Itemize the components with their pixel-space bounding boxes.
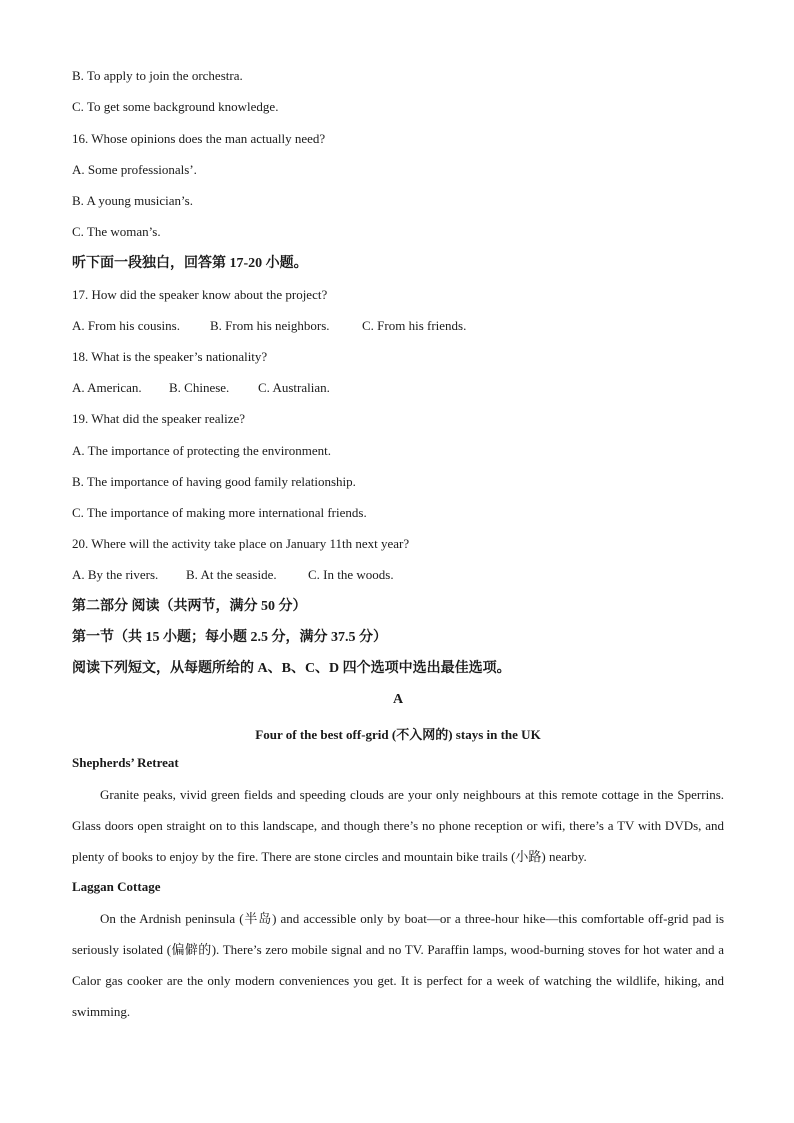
- q18-options: [72, 380, 330, 396]
- q16-option-a: A. Some professionals’.: [72, 162, 197, 177]
- q16-option-c: C. The woman’s.: [72, 224, 161, 239]
- stay1-paragraph: Granite peaks, vivid green fields and speeding clouds are your only neighbours at this remote cottage in the Sperrins. Glass doors open straight on to this landscape, and though there’s no phone reception or wifi, there’s a TV with DVDs, and plenty of books to enjoy by the fire. There are stone circles and mountain bike trails (小路) nearby.: [72, 787, 724, 864]
- passage-letter: A: [392, 692, 404, 707]
- q20-option-b: B. At the seaside.: [186, 567, 277, 582]
- q20-option-c: C. In the woods.: [308, 567, 394, 582]
- reading-instruction: 阅读下列短文，从每题所给的 A、B、C、D 四个选项中选出最佳选项。: [72, 661, 511, 676]
- stay2-title: Laggan Cottage: [72, 879, 161, 894]
- q17-option-a: A. From his cousins.: [72, 318, 180, 333]
- q18-option-b: B. Chinese.: [169, 380, 230, 395]
- q18-question: 18. What is the speaker’s nationality?: [72, 349, 268, 364]
- section-one-heading: 第一节（共 15 小题；每小题 2.5 分，满分 37.5 分）: [72, 630, 387, 645]
- q17-question: 17. How did the speaker know about the project?: [72, 287, 328, 302]
- q19-question: 19. What did the speaker realize?: [72, 411, 246, 426]
- q15-option-c: C. To get some background knowledge.: [72, 99, 279, 114]
- part-two-heading: 第二部分 阅读（共两节，满分 50 分）: [72, 599, 307, 614]
- q18-option-a: A. American.: [72, 380, 142, 395]
- q15-option-b: B. To apply to join the orchestra.: [72, 68, 243, 83]
- q19-option-b: B. The importance of having good family relationship.: [72, 474, 356, 489]
- q20-option-a: A. By the rivers.: [72, 567, 159, 582]
- q16-option-b: B. A young musician’s.: [72, 193, 193, 208]
- stay2-paragraph: On the Ardnish peninsula (半岛) and accessible only by boat—or a three-hour hike—this comfortable off-grid pad is seriously isolated (偏僻的). There’s zero mobile signal and no TV. Paraffin lamps, wood-burning stoves for hot water and a Calor gas cooker are the only modern conveniences you get. It is perfect for a week of watching the wildlife, hiking, and swimming.: [72, 911, 724, 1019]
- q20-question: 20. Where will the activity take place on January 11th next year?: [72, 536, 410, 551]
- monologue-section-heading: 听下面一段独白，回答第 17-20 小题。: [72, 256, 308, 271]
- q18-option-c: C. Australian.: [258, 380, 330, 395]
- q17-options: [72, 318, 466, 334]
- q17-option-b: B. From his neighbors.: [210, 318, 330, 333]
- q19-option-c: C. The importance of making more international friends.: [72, 505, 367, 520]
- passage-title: Four of the best off-grid (不入网的) stays in the UK: [255, 727, 541, 742]
- q20-options: [72, 567, 394, 583]
- stay1-title: Shepherds’ Retreat: [72, 755, 179, 770]
- q16-question: 16. Whose opinions does the man actually need?: [72, 131, 326, 146]
- q19-option-a: A. The importance of protecting the environment.: [72, 443, 331, 458]
- q17-option-c: C. From his friends.: [362, 318, 467, 333]
